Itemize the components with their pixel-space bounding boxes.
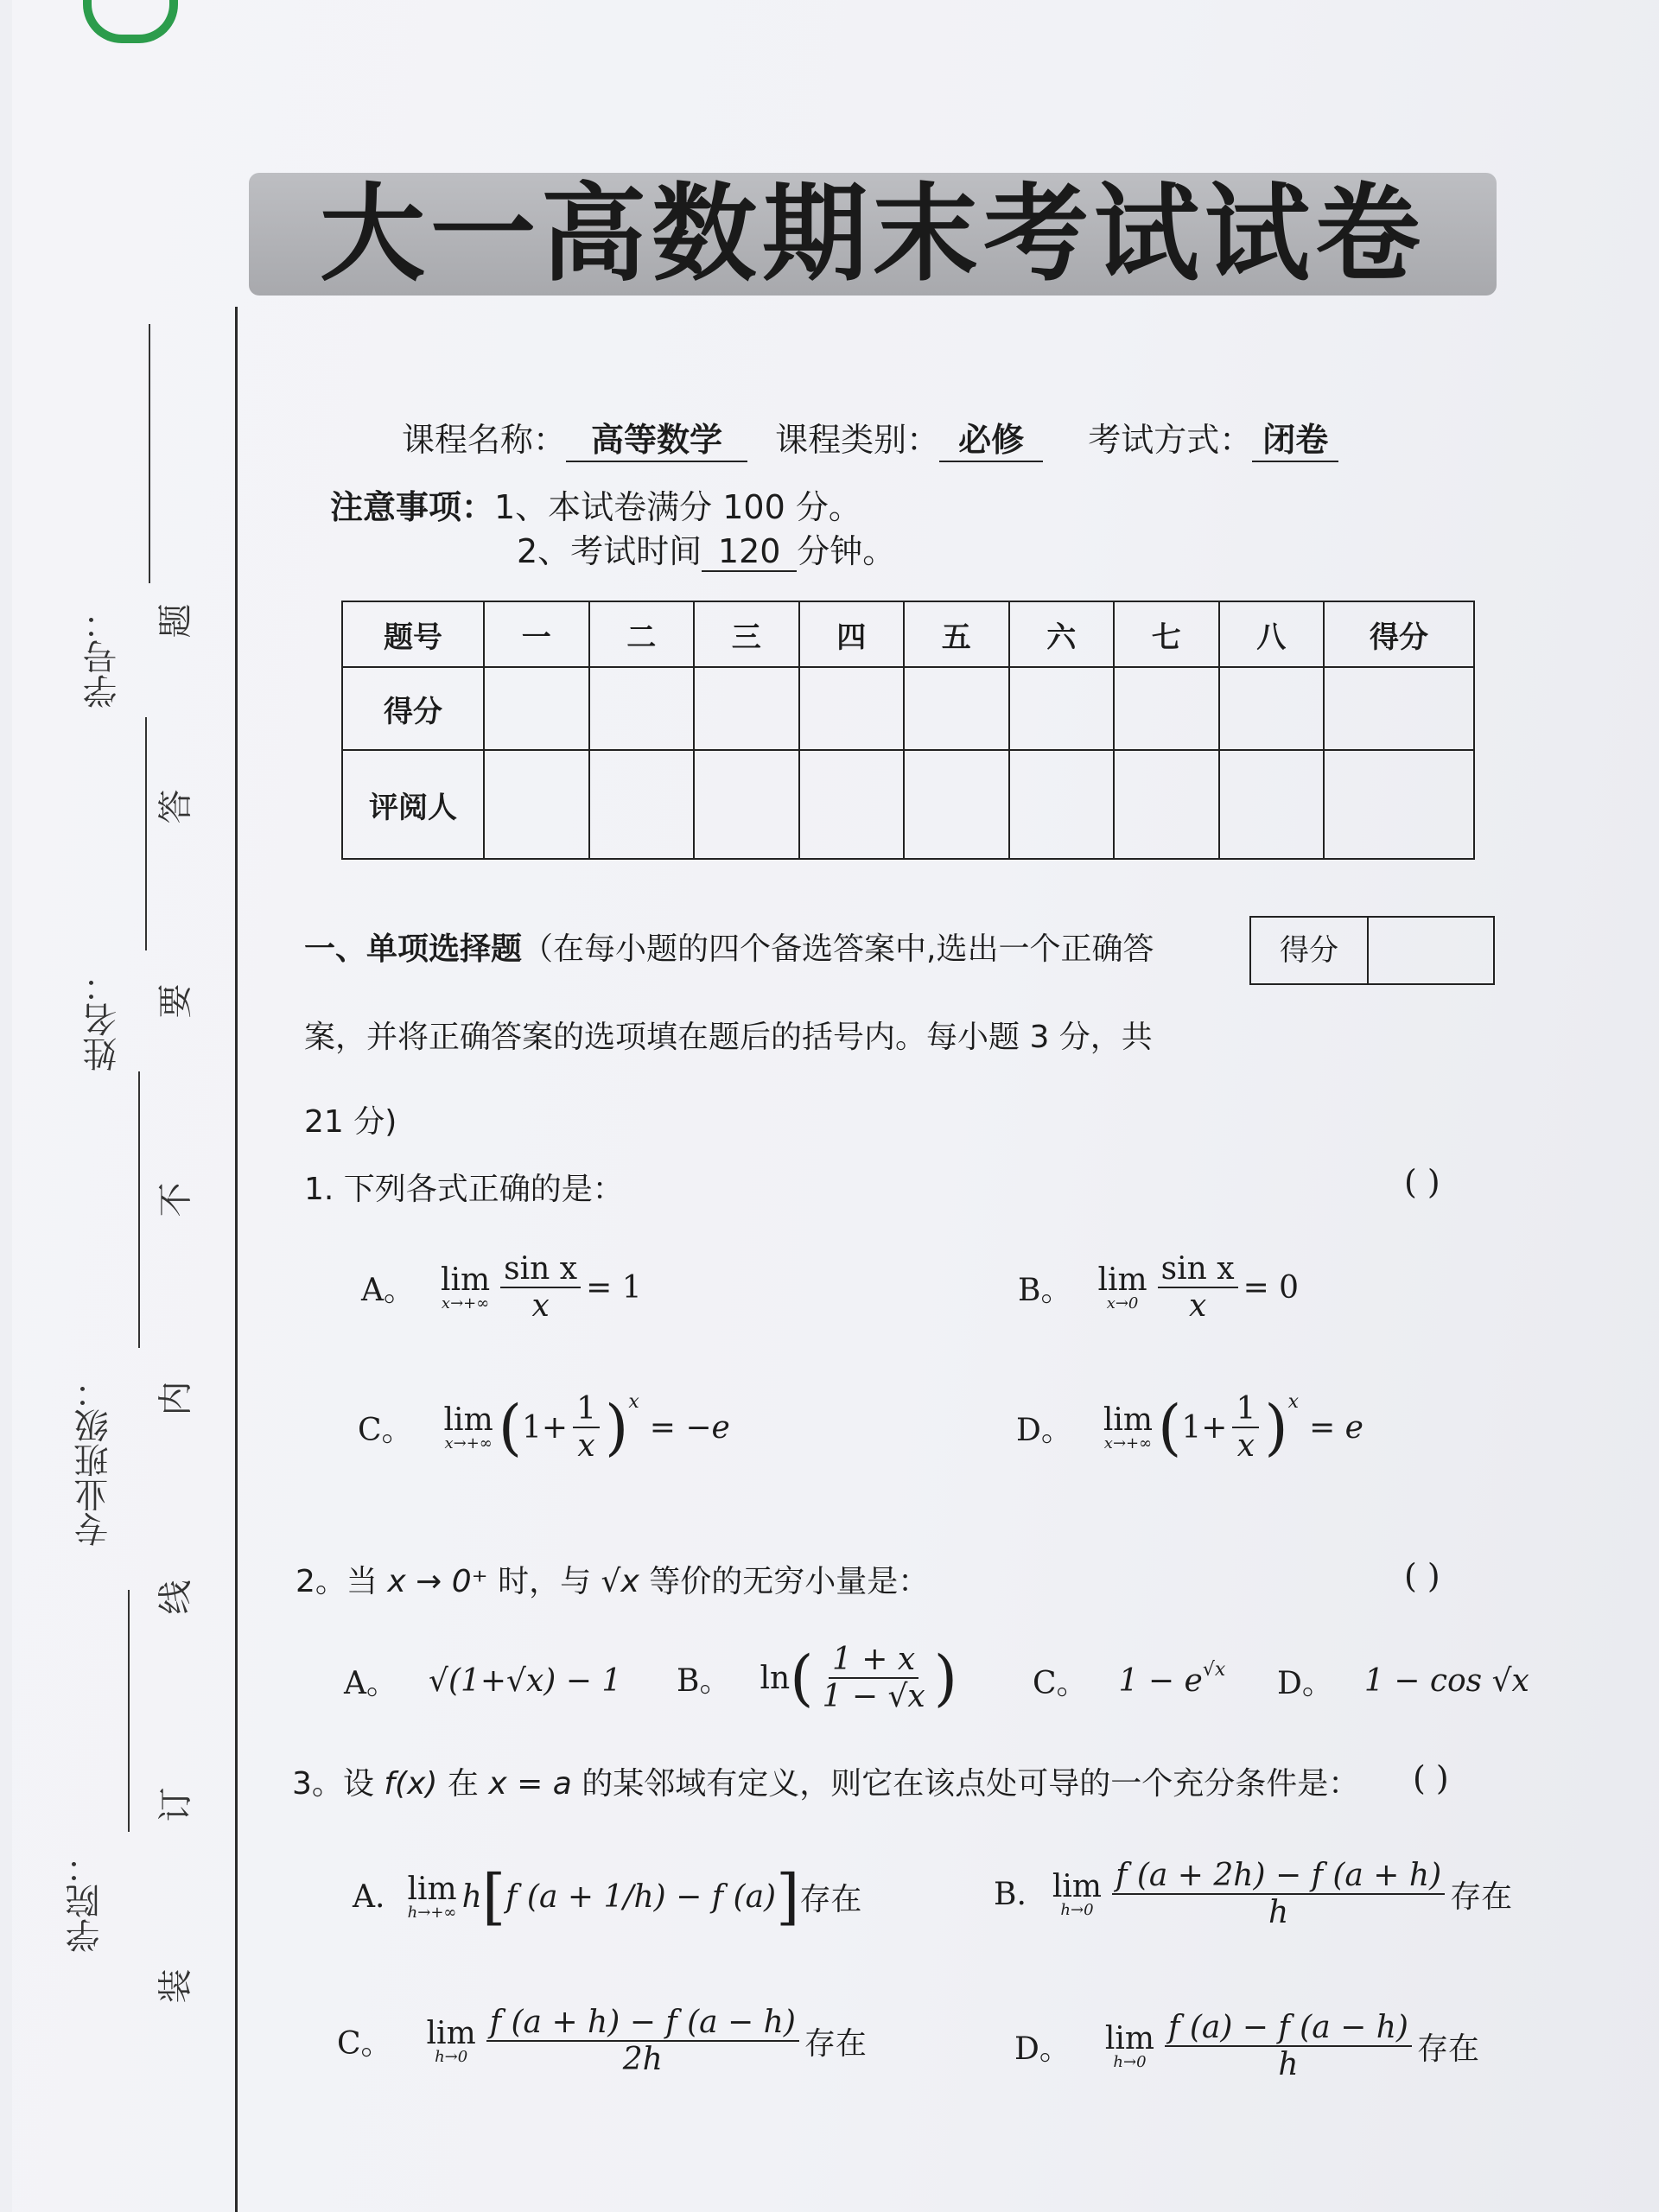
lim-text: lim xyxy=(1097,1262,1147,1298)
binding-line xyxy=(235,307,238,2212)
option-letter: B. xyxy=(994,1876,1027,1912)
reviewer-cell[interactable] xyxy=(904,750,1009,859)
name-line xyxy=(145,717,147,950)
right-paren: ) xyxy=(933,1643,957,1713)
table-row xyxy=(342,601,1474,667)
row-label: 得分 xyxy=(342,667,484,750)
reviewer-cell[interactable] xyxy=(1009,750,1115,859)
option-letter: A。 xyxy=(361,1272,415,1308)
section-1-title: 一、单项选择题 xyxy=(304,931,523,967)
denominator: x xyxy=(1236,1428,1255,1464)
fraction xyxy=(573,1391,600,1464)
numerator: sin x xyxy=(500,1251,581,1288)
ln: ln xyxy=(760,1660,791,1696)
table-row xyxy=(342,750,1474,859)
q1-option-d[interactable] xyxy=(1016,1391,1363,1464)
lim xyxy=(444,1402,493,1452)
exponent: x xyxy=(628,1391,639,1413)
header-cell: 二 xyxy=(589,601,695,667)
lim xyxy=(427,2016,476,2066)
course-info xyxy=(402,413,1338,462)
option-letter: B。 xyxy=(677,1662,731,1699)
header-cell: 得分 xyxy=(1324,601,1474,667)
fraction xyxy=(1165,2010,1412,2082)
row-label: 评阅人 xyxy=(342,750,484,859)
equals: = 0 xyxy=(1243,1269,1300,1306)
exponent: √x xyxy=(1202,1659,1226,1681)
left-paren: ( xyxy=(1158,1392,1182,1463)
q2-option-a[interactable] xyxy=(344,1659,621,1703)
course-type: 必修 xyxy=(939,413,1043,462)
q1-option-b[interactable] xyxy=(1018,1251,1299,1324)
numerator: 1 + x xyxy=(829,1642,918,1679)
q2-option-c[interactable] xyxy=(1033,1659,1225,1703)
stem-math: √x xyxy=(601,1564,639,1599)
lim-text: lim xyxy=(407,1872,457,1907)
score-cell[interactable] xyxy=(484,667,589,750)
fraction xyxy=(1232,1391,1259,1464)
student-id-label: 学号： xyxy=(83,605,123,709)
numerator: f (a + 2h) − f (a + h) xyxy=(1112,1858,1445,1895)
option-letter: D。 xyxy=(1016,1412,1072,1448)
reviewer-cell[interactable] xyxy=(1324,750,1474,859)
q1-option-c[interactable] xyxy=(358,1391,730,1464)
warning-char: 不 xyxy=(156,1182,196,1217)
header-cell: 八 xyxy=(1219,601,1325,667)
stem-part: 的某邻域有定义，则它在该点处可导的一个充分条件是： xyxy=(582,1766,1360,1802)
fraction xyxy=(500,1251,581,1324)
q1-option-a[interactable] xyxy=(361,1251,642,1324)
lim-text: lim xyxy=(443,1402,493,1438)
name-label: 姓名： xyxy=(83,968,123,1071)
lim-text: lim xyxy=(1103,1402,1154,1438)
class-label: 专业班级： xyxy=(74,1374,114,1547)
q3-option-b[interactable] xyxy=(994,1858,1512,1930)
warning-char: 要 xyxy=(156,983,196,1019)
exist-text: 存在 xyxy=(1450,1878,1513,1915)
score-cell[interactable] xyxy=(1324,667,1474,750)
lim-sub: h→0 xyxy=(435,2048,468,2066)
answer-bracket[interactable]: ( ) xyxy=(1404,1557,1440,1595)
equals: = 1 xyxy=(586,1269,642,1306)
stem-part: 在 xyxy=(447,1766,479,1802)
page-title: 大一高数期末考试试卷 xyxy=(320,173,1426,296)
answer-bracket[interactable]: ( ) xyxy=(1413,1759,1449,1797)
q3-option-a[interactable] xyxy=(353,1861,862,1932)
reviewer-cell[interactable] xyxy=(1114,750,1219,859)
stem-part: 时，与 xyxy=(498,1564,592,1599)
option-letter: A。 xyxy=(344,1666,397,1701)
exist-text: 存在 xyxy=(799,1881,862,1917)
stem-math: f(x) xyxy=(384,1766,438,1802)
reviewer-cell[interactable] xyxy=(484,750,589,859)
stem-math: x = a xyxy=(488,1766,572,1802)
q3-option-c[interactable] xyxy=(337,2005,867,2077)
class-line xyxy=(138,1071,140,1348)
question-2-stem xyxy=(296,1557,929,1601)
left-bracket: [ xyxy=(481,1861,506,1932)
score-cell[interactable] xyxy=(1219,667,1325,750)
option-expr: f (a + 1/h) − f (a) xyxy=(505,1878,777,1915)
denominator: h xyxy=(1278,2047,1299,2082)
lim-sub: h→0 xyxy=(1060,1901,1094,1919)
course-type-label: 课程类别： xyxy=(775,421,940,459)
left-paren: ( xyxy=(498,1392,523,1463)
fraction xyxy=(1112,1858,1445,1930)
fraction xyxy=(486,2005,799,2077)
warning-char: 内 xyxy=(156,1381,196,1416)
course-name-label: 课程名称： xyxy=(402,421,567,459)
question-3-stem xyxy=(292,1759,1359,1803)
warning-char: 答 xyxy=(156,789,196,824)
section-1-desc-3: 21 分) xyxy=(304,1104,397,1140)
warning-char: 线 xyxy=(156,1580,196,1615)
option-letter: B。 xyxy=(1018,1272,1072,1308)
option-letter: C。 xyxy=(1033,1666,1088,1701)
lim-sub: h→0 xyxy=(1113,2053,1147,2071)
lim xyxy=(1052,1869,1102,1919)
section-1-desc-2: 案，并将正确答案的选项填在题后的括号内。每小题 3 分，共 xyxy=(304,1020,1153,1055)
reviewer-cell[interactable] xyxy=(1219,750,1325,859)
numerator: 1 xyxy=(573,1391,600,1428)
right-paren: ) xyxy=(1264,1392,1288,1463)
numerator: 1 xyxy=(1232,1391,1259,1428)
header-cell: 题号 xyxy=(342,601,484,667)
q2-option-d[interactable] xyxy=(1277,1659,1529,1703)
lim xyxy=(407,1872,456,1922)
section-score-label: 得分 xyxy=(1251,918,1369,983)
option-expr: 1 − e xyxy=(1118,1663,1203,1699)
score-cell[interactable] xyxy=(694,667,799,750)
warning-char: 订 xyxy=(156,1787,196,1822)
numerator: f (a + h) − f (a − h) xyxy=(486,2005,799,2042)
college-label: 学院： xyxy=(66,1849,105,1953)
q3-option-d[interactable] xyxy=(1014,2010,1479,2082)
exam-mode-label: 考试方式： xyxy=(1088,421,1253,459)
exam-mode: 闭卷 xyxy=(1252,413,1338,462)
lim-text: lim xyxy=(1052,1869,1103,1904)
option-letter: C。 xyxy=(358,1412,413,1448)
college-line xyxy=(128,1590,130,1832)
denominator: h xyxy=(1268,1895,1289,1930)
denominator: 2h xyxy=(622,2042,663,2077)
exam-duration: 120 xyxy=(702,532,797,572)
header-cell: 六 xyxy=(1009,601,1115,667)
score-cell[interactable] xyxy=(589,667,695,750)
option-letter: D。 xyxy=(1277,1666,1333,1701)
equals: = e xyxy=(1309,1409,1363,1446)
denominator: x xyxy=(577,1428,595,1464)
header-cell: 四 xyxy=(799,601,905,667)
option-letter: D。 xyxy=(1014,2031,1071,2067)
lim-text: lim xyxy=(426,2016,476,2051)
stem-math: x → 0⁺ xyxy=(387,1564,488,1599)
q2-option-b[interactable] xyxy=(677,1642,957,1714)
header-cell: 五 xyxy=(904,601,1009,667)
answer-bracket[interactable]: ( ) xyxy=(1404,1163,1440,1201)
option-expr: √(1+√x) − 1 xyxy=(429,1663,622,1699)
title-banner xyxy=(249,173,1497,296)
left-paren: ( xyxy=(790,1643,814,1713)
warning-char: 装 xyxy=(156,1968,196,2004)
student-id-line xyxy=(149,324,150,583)
one-plus: 1+ xyxy=(1181,1409,1228,1446)
reviewer-cell[interactable] xyxy=(694,750,799,859)
factor-h: h xyxy=(461,1878,482,1915)
option-letter: A. xyxy=(353,1878,385,1915)
exist-text: 存在 xyxy=(804,2025,867,2062)
section-1-desc-1: （在每小题的四个备选答案中,选出一个正确答 xyxy=(522,931,1154,967)
question-1-stem: 1. 下列各式正确的是： xyxy=(304,1172,624,1207)
reviewer-cell[interactable] xyxy=(799,750,905,859)
score-cell[interactable] xyxy=(799,667,905,750)
notice-label: 注意事项： xyxy=(330,488,495,526)
right-bracket: ] xyxy=(776,1861,800,1932)
notice-item-2-suffix: 分钟。 xyxy=(797,532,896,570)
lim-sub: x→0 xyxy=(1106,1294,1139,1313)
table-row xyxy=(342,667,1474,750)
lim xyxy=(1097,1262,1147,1313)
reviewer-cell[interactable] xyxy=(589,750,695,859)
stem-part: 3。设 xyxy=(292,1766,374,1802)
header-cell: 七 xyxy=(1114,601,1219,667)
exist-text: 存在 xyxy=(1416,2031,1479,2067)
exponent: x xyxy=(1287,1391,1300,1413)
header-cell: 一 xyxy=(484,601,589,667)
numerator: f (a) − f (a − h) xyxy=(1165,2010,1412,2047)
option-expr: 1 − cos √x xyxy=(1363,1663,1529,1699)
fraction xyxy=(818,1642,928,1714)
lim-text: lim xyxy=(1104,2021,1155,2056)
section-score-box xyxy=(1249,916,1495,985)
denominator: x xyxy=(1188,1288,1207,1324)
lim-sub: h→+∞ xyxy=(407,1904,457,1922)
stem-part: 2。当 xyxy=(296,1564,378,1599)
course-name: 高等数学 xyxy=(566,413,747,462)
equals: = −e xyxy=(649,1409,730,1446)
score-cell[interactable] xyxy=(1114,667,1219,750)
fraction xyxy=(1158,1251,1238,1324)
lim-sub: x→+∞ xyxy=(444,1434,493,1452)
numerator: sin x xyxy=(1158,1251,1238,1288)
lim-sub: x→+∞ xyxy=(1103,1434,1153,1452)
denominator: x xyxy=(531,1288,550,1324)
score-cell[interactable] xyxy=(1009,667,1115,750)
score-table xyxy=(341,601,1475,860)
denominator: 1 − √x xyxy=(822,1679,925,1714)
one-plus: 1+ xyxy=(522,1409,569,1446)
lim xyxy=(1105,2021,1154,2071)
option-letter: C。 xyxy=(337,2025,392,2062)
lim-sub: x→+∞ xyxy=(441,1294,490,1313)
notice-item-2 xyxy=(517,524,895,572)
lim-text: lim xyxy=(441,1262,491,1298)
notice-item-1: 1、本试卷满分 100 分。 xyxy=(494,488,861,526)
warning-char: 题 xyxy=(156,603,196,639)
right-paren: ) xyxy=(605,1392,629,1463)
header-cell: 三 xyxy=(694,601,799,667)
stem-part: 等价的无穷小量是： xyxy=(649,1564,930,1599)
section-1-heading xyxy=(304,925,1154,969)
notice-item-2-prefix: 2、考试时间 xyxy=(517,532,702,570)
lim xyxy=(1103,1402,1153,1452)
score-cell[interactable] xyxy=(904,667,1009,750)
lim xyxy=(441,1262,490,1313)
